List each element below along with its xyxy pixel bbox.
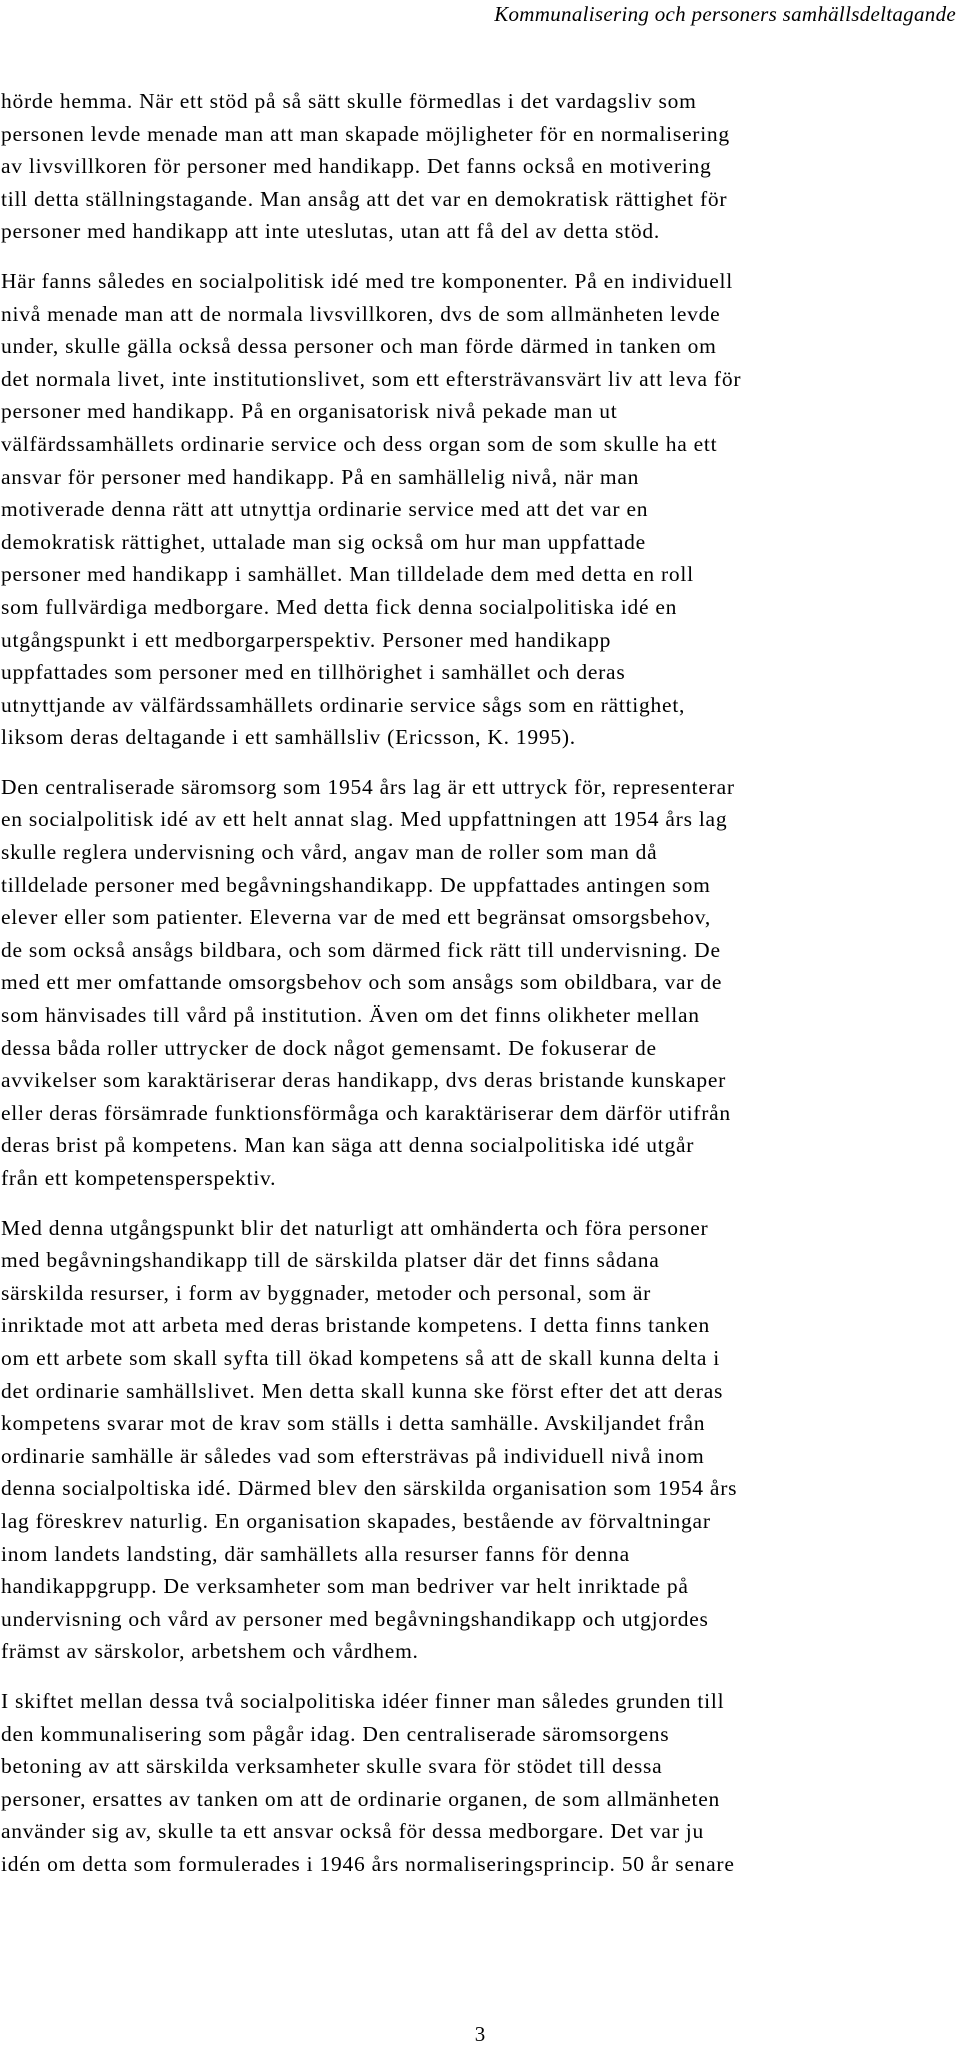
- text-line: från ett kompetensperspektiv.: [1, 1166, 277, 1190]
- text-line: särskilda resurser, i form av byggnader, metoder och personal, som är: [1, 1280, 652, 1305]
- text-line: avvikelser som karaktäriserar deras handikapp, dvs deras bristande kunskaper: [1, 1068, 727, 1093]
- text-line: det normala livet, inte institutionslivet, som ett eftersträvansvärt liv att leva för: [1, 366, 742, 391]
- text-line: deras brist på kompetens. Man kan säga att denna socialpolitiska idé utgår: [1, 1133, 695, 1158]
- text-line: personer med handikapp att inte uteslutas, utan att få del av detta stöd.: [1, 219, 660, 244]
- text-line: denna socialpoltiska idé. Därmed blev den särskilda organisation som 1954 års: [1, 1476, 738, 1501]
- text-line: välfärdssamhällets ordinarie service och dess organ som de som skulle ha ett: [1, 431, 718, 456]
- paragraph: [0, 1212, 960, 1668]
- text-line: de som också ansågs bildbara, och som därmed fick rätt till undervisning. De: [1, 937, 721, 962]
- paragraph: [0, 265, 960, 754]
- text-line: det ordinarie samhällslivet. Men detta skall kunna ske först efter det att deras: [1, 1378, 724, 1403]
- text-line: om ett arbete som skall syfta till ökad kompetens så att de skall kunna delta i: [1, 1345, 721, 1370]
- text-line: som fullvärdiga medborgare. Med detta fick denna socialpolitiska idé en: [1, 594, 678, 619]
- text-line: använder sig av, skulle ta ett ansvar också för dessa medborgare. Det var ju: [1, 1819, 704, 1844]
- text-line: elever eller som patienter. Eleverna var de med ett begränsat omsorgsbehov,: [1, 905, 711, 930]
- text-line: utnyttjande av välfärdssamhällets ordinarie service sågs som en rättighet,: [1, 692, 686, 717]
- text-line: I skiftet mellan dessa två socialpolitiska idéer finner man således grunden till: [1, 1688, 725, 1713]
- text-line: demokratisk rättighet, uttalade man sig också om hur man uppfattade: [1, 529, 646, 554]
- text-line: tilldelade personer med begåvningshandikapp. De uppfattades antingen som: [1, 872, 711, 897]
- text-line: skulle reglera undervisning och vård, angav man de roller som man då: [1, 840, 658, 865]
- text-line: personen levde menade man att man skapade möjligheter för en normalisering: [1, 121, 730, 146]
- text-line: inriktade mot att arbeta med deras bristande kompetens. I detta finns tanken: [1, 1313, 710, 1338]
- paragraph: [0, 85, 960, 248]
- text-line: till detta ställningstagande. Man ansåg att det var en demokratisk rättighet för: [1, 186, 728, 211]
- text-line: ansvar för personer med handikapp. På en samhällelig nivå, när man: [1, 464, 640, 489]
- running-header: Kommunalisering och personers samhällsdeltagande: [494, 2, 956, 26]
- text-line: som hänvisades till vård på institution. Även om det finns olikheter mellan: [1, 1003, 700, 1028]
- text-line: ordinarie samhälle är således vad som eftersträvas på individuell nivå inom: [1, 1443, 705, 1468]
- text-line: Med denna utgångspunkt blir det naturligt att omhänderta och föra personer: [1, 1215, 709, 1240]
- text-line: eller deras försämrade funktionsförmåga och karaktäriserar dem därför utifrån: [1, 1100, 731, 1125]
- paragraph: [0, 1685, 960, 1881]
- text-line: undervisning och vård av personer med begåvningshandikapp och utgjordes: [1, 1606, 709, 1631]
- text-line: motiverade denna rätt att utnyttja ordinarie service med att det var en: [1, 497, 649, 522]
- text-line: utgångspunkt i ett medborgarperspektiv. Personer med handikapp: [1, 627, 612, 652]
- text-line: liksom deras deltagande i ett samhällsliv (Ericsson, K. 1995).: [1, 725, 576, 750]
- text-line: personer, ersattes av tanken om att de ordinarie organen, de som allmänheten: [1, 1786, 721, 1811]
- text-line: med begåvningshandikapp till de särskilda platser där det finns sådana: [1, 1248, 660, 1273]
- text-line: nivå menade man att de normala livsvillkoren, dvs de som allmänheten levde: [1, 301, 721, 326]
- paragraph: [0, 771, 960, 1195]
- text-line: hörde hemma. När ett stöd på så sätt skulle förmedlas i det vardagsliv som: [1, 89, 697, 113]
- text-line: personer med handikapp i samhället. Man tilldelade dem med detta en roll: [1, 562, 694, 587]
- text-line: inom landets landsting, där samhällets alla resurser fanns för denna: [1, 1541, 630, 1566]
- text-line: främst av särskolor, arbetshem och vårdhem.: [1, 1639, 419, 1664]
- text-line: kompetens svarar mot de krav som ställs i detta samhälle. Avskiljandet från: [1, 1411, 706, 1436]
- text-line: dessa båda roller uttrycker de dock något gemensamt. De fokuserar de: [1, 1035, 657, 1060]
- document-body: [0, 85, 960, 1897]
- text-line: en socialpolitisk idé av ett helt annat slag. Med uppfattningen att 1954 års lag: [1, 807, 728, 832]
- text-line: under, skulle gälla också dessa personer och man förde därmed in tanken om: [1, 334, 717, 359]
- text-line: handikappgrupp. De verksamheter som man bedriver var helt inriktade på: [1, 1574, 689, 1599]
- text-line: lag föreskrev naturlig. En organisation skapades, bestående av förvaltningar: [1, 1508, 711, 1533]
- text-line: betoning av att särskilda verksamheter skulle svara för stödet till dessa: [1, 1754, 663, 1779]
- text-line: av livsvillkoren för personer med handikapp. Det fanns också en motivering: [1, 154, 712, 179]
- text-line: personer med handikapp. På en organisatorisk nivå pekade man ut: [1, 399, 618, 424]
- text-line: Den centraliserade säromsorg som 1954 års lag är ett uttryck för, representerar: [1, 774, 735, 799]
- text-line: uppfattades som personer med en tillhörighet i samhället och deras: [1, 660, 626, 685]
- text-line: den kommunalisering som pågår idag. Den centraliserade säromsorgens: [1, 1721, 670, 1746]
- text-line: med ett mer omfattande omsorgsbehov och som ansågs som obildbara, var de: [1, 970, 723, 995]
- page-number: 3: [474, 2022, 486, 2046]
- text-line: Här fanns således en socialpolitisk idé med tre komponenter. På en individuell: [1, 268, 734, 293]
- text-line: idén om detta som formulerades i 1946 års normaliseringsprincip. 50 år senare: [1, 1851, 735, 1876]
